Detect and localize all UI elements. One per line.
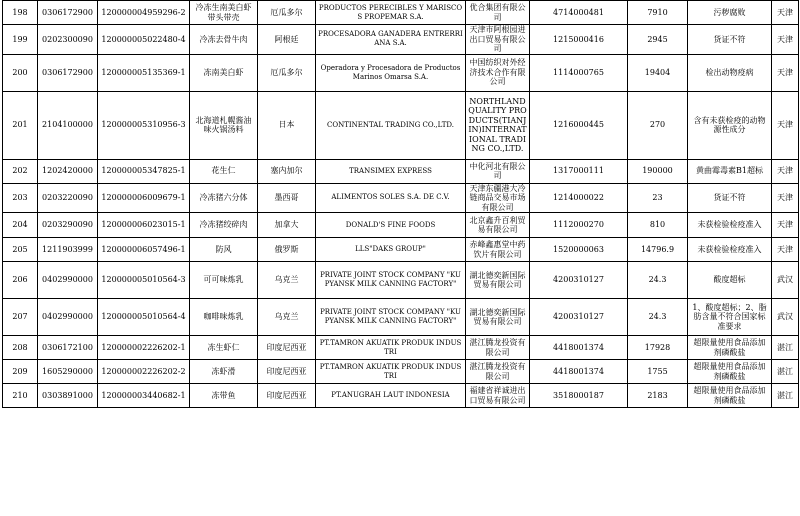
cell-origin: 乌克兰 — [258, 299, 316, 336]
cell-importer: 湖北德奕新国际贸易有限公司 — [466, 262, 530, 299]
cell-importer: 天津市阿根园进出口贸易有限公司 — [466, 25, 530, 55]
cell-weight: 810 — [628, 213, 688, 238]
cell-batch: 120000005135369-1 — [98, 54, 190, 91]
cell-port: 武汉 — [772, 299, 799, 336]
cell-weight: 23 — [628, 183, 688, 213]
cell-code: 4418001374 — [530, 360, 628, 384]
cell-hs: 1211903999 — [38, 238, 98, 262]
cell-reason: 黄曲霉毒素B1超标 — [688, 159, 772, 183]
cell-importer: 湛江腾龙投资有限公司 — [466, 336, 530, 360]
cell-reason: 货证不符 — [688, 25, 772, 55]
cell-producer: PRIVATE JOINT STOCK COMPANY "KUPYANSK MILK CANNING FACTORY" — [316, 262, 466, 299]
cell-port: 天津 — [772, 213, 799, 238]
cell-port: 天津 — [772, 25, 799, 55]
cell-port: 湛江 — [772, 336, 799, 360]
cell-producer: PT.ANUGRAH LAUT INDONESIA — [316, 384, 466, 408]
cell-importer: 湛江腾龙投资有限公司 — [466, 360, 530, 384]
cell-importer: 湖北德奕新国际贸易有限公司 — [466, 299, 530, 336]
cell-hs: 0203220090 — [38, 183, 98, 213]
cell-product: 防风 — [190, 238, 258, 262]
cell-origin: 阿根廷 — [258, 25, 316, 55]
cell-origin: 墨西哥 — [258, 183, 316, 213]
cell-batch: 120000002226202-1 — [98, 336, 190, 360]
table-row — [3, 262, 799, 299]
cell-code: 3518000187 — [530, 384, 628, 408]
cell-importer: 中国纺织对外经济技术合作有限公司 — [466, 54, 530, 91]
cell-batch: 120000003440682-1 — [98, 384, 190, 408]
cell-weight: 17928 — [628, 336, 688, 360]
cell-weight: 7910 — [628, 1, 688, 25]
table-row — [3, 91, 799, 159]
cell-product: 冷冻猪绞碎肉 — [190, 213, 258, 238]
cell-product: 花生仁 — [190, 159, 258, 183]
cell-hs: 1202420000 — [38, 159, 98, 183]
cell-code: 1520000063 — [530, 238, 628, 262]
cell-producer: TRANSIMEX EXPRESS — [316, 159, 466, 183]
table-row — [3, 54, 799, 91]
cell-no: 201 — [3, 91, 38, 159]
cell-code: 1216000445 — [530, 91, 628, 159]
cell-origin: 塞内加尔 — [258, 159, 316, 183]
cell-reason: 含有未获检疫的动物源性成分 — [688, 91, 772, 159]
table-row — [3, 384, 799, 408]
cell-batch: 120000005310956-3 — [98, 91, 190, 159]
cell-product: 冷冻生南美白虾带头带壳 — [190, 1, 258, 25]
cell-weight: 19404 — [628, 54, 688, 91]
cell-hs: 0306172100 — [38, 336, 98, 360]
cell-producer: CONTINENTAL TRADING CO.,LTD. — [316, 91, 466, 159]
cell-producer: ALIMENTOS SOLES S.A. DE C.V. — [316, 183, 466, 213]
cell-no: 208 — [3, 336, 38, 360]
cell-importer: 天津东疆港大冷链商品交易市场有限公司 — [466, 183, 530, 213]
cell-producer: Operadora y Procesadora de Productos Marinos Omarsa S.A. — [316, 54, 466, 91]
table-row — [3, 336, 799, 360]
table-row — [3, 25, 799, 55]
cell-producer: PRIVATE JOINT STOCK COMPANY "KUPYANSK MILK CANNING FACTORY" — [316, 299, 466, 336]
cell-weight: 2183 — [628, 384, 688, 408]
cell-weight: 270 — [628, 91, 688, 159]
cell-code: 4418001374 — [530, 336, 628, 360]
table-row — [3, 159, 799, 183]
cell-code: 4200310127 — [530, 262, 628, 299]
table-row — [3, 1, 799, 25]
cell-hs: 0303891000 — [38, 384, 98, 408]
cell-hs: 0203290090 — [38, 213, 98, 238]
cell-no: 203 — [3, 183, 38, 213]
cell-no: 205 — [3, 238, 38, 262]
cell-producer: PT.TAMRON AKUATIK PRODUK INDUSTRI — [316, 360, 466, 384]
cell-weight: 24.3 — [628, 299, 688, 336]
cell-importer: 优合集团有限公司 — [466, 1, 530, 25]
cell-hs: 0306172900 — [38, 1, 98, 25]
cell-batch: 120000006057496-1 — [98, 238, 190, 262]
cell-hs: 1605290000 — [38, 360, 98, 384]
cell-product: 冻南美白虾 — [190, 54, 258, 91]
cell-producer: PRODUCTOS PERECIBLES Y MARISCOS PROPEMAR S.A. — [316, 1, 466, 25]
cell-product: 冻生虾仁 — [190, 336, 258, 360]
cell-code: 4714000481 — [530, 1, 628, 25]
cell-importer: NORTHLAND QUALITY PRODUCTS(TIANJIN)INTERNATIONAL TRADING CO.,LTD. — [466, 91, 530, 159]
table-row — [3, 183, 799, 213]
cell-weight: 2945 — [628, 25, 688, 55]
cell-code: 4200310127 — [530, 299, 628, 336]
cell-batch: 120000004959296-2 — [98, 1, 190, 25]
cell-product: 咖啡味炼乳 — [190, 299, 258, 336]
cell-batch: 120000002226202-2 — [98, 360, 190, 384]
cell-code: 1214000022 — [530, 183, 628, 213]
cell-reason: 超限量使用食品添加剂磷酸盐 — [688, 384, 772, 408]
cell-reason: 超限量使用食品添加剂磷酸盐 — [688, 336, 772, 360]
cell-hs: 0306172900 — [38, 54, 98, 91]
cell-producer: DONALD'S FINE FOODS — [316, 213, 466, 238]
cell-origin: 俄罗斯 — [258, 238, 316, 262]
cell-importer: 中化河北有限公司 — [466, 159, 530, 183]
cell-batch: 120000005010564-3 — [98, 262, 190, 299]
cell-importer: 北京鑫升百利贸易有限公司 — [466, 213, 530, 238]
cell-hs: 0402990000 — [38, 299, 98, 336]
cell-origin: 印度尼西亚 — [258, 360, 316, 384]
cell-no: 209 — [3, 360, 38, 384]
cell-port: 武汉 — [772, 262, 799, 299]
table-row — [3, 299, 799, 336]
cell-no: 207 — [3, 299, 38, 336]
cell-no: 204 — [3, 213, 38, 238]
cell-reason: 未获检验检疫准入 — [688, 213, 772, 238]
cell-origin: 日本 — [258, 91, 316, 159]
cell-batch: 120000005347825-1 — [98, 159, 190, 183]
cell-producer: PROCESADORA GANADERA ENTRERRIANA S.A. — [316, 25, 466, 55]
cell-origin: 厄瓜多尔 — [258, 54, 316, 91]
cell-product: 冻带鱼 — [190, 384, 258, 408]
cell-origin: 乌克兰 — [258, 262, 316, 299]
cell-product: 北海道札幌酱油味火锅汤料 — [190, 91, 258, 159]
cell-code: 1112000270 — [530, 213, 628, 238]
cell-hs: 2104100000 — [38, 91, 98, 159]
cell-port: 天津 — [772, 183, 799, 213]
cell-reason: 酸度超标 — [688, 262, 772, 299]
cell-code: 1317000111 — [530, 159, 628, 183]
cell-batch: 120000005022480-4 — [98, 25, 190, 55]
cell-port: 天津 — [772, 54, 799, 91]
cell-importer: 福建省祥诚进出口贸易有限公司 — [466, 384, 530, 408]
cell-origin: 加拿大 — [258, 213, 316, 238]
cell-origin: 印度尼西亚 — [258, 384, 316, 408]
table-row — [3, 238, 799, 262]
cell-port: 天津 — [772, 238, 799, 262]
cell-port: 湛江 — [772, 384, 799, 408]
cell-no: 200 — [3, 54, 38, 91]
cell-port: 湛江 — [772, 360, 799, 384]
cell-no: 199 — [3, 25, 38, 55]
cell-no: 206 — [3, 262, 38, 299]
cell-port: 天津 — [772, 159, 799, 183]
cell-batch: 120000005010564-4 — [98, 299, 190, 336]
cell-port: 天津 — [772, 91, 799, 159]
cell-batch: 120000006009679-1 — [98, 183, 190, 213]
cell-product: 冷冻猪六分体 — [190, 183, 258, 213]
rejected-imports-table — [2, 0, 799, 408]
cell-weight: 1755 — [628, 360, 688, 384]
cell-no: 202 — [3, 159, 38, 183]
cell-hs: 0402990000 — [38, 262, 98, 299]
cell-product: 冷冻去骨牛肉 — [190, 25, 258, 55]
table-row — [3, 213, 799, 238]
cell-weight: 24.3 — [628, 262, 688, 299]
cell-origin: 厄瓜多尔 — [258, 1, 316, 25]
cell-producer: LLS"DAKS GROUP" — [316, 238, 466, 262]
cell-reason: 超限量使用食品添加剂磷酸盐 — [688, 360, 772, 384]
cell-batch: 120000006023015-1 — [98, 213, 190, 238]
cell-reason: 未获检验检疫准入 — [688, 238, 772, 262]
cell-hs: 0202300090 — [38, 25, 98, 55]
cell-reason: 货证不符 — [688, 183, 772, 213]
cell-importer: 赤峰鑫惠堂中药饮片有限公司 — [466, 238, 530, 262]
cell-product: 可可味炼乳 — [190, 262, 258, 299]
cell-reason: 检出动物疫病 — [688, 54, 772, 91]
cell-port: 天津 — [772, 1, 799, 25]
cell-code: 1114000765 — [530, 54, 628, 91]
table-row — [3, 360, 799, 384]
cell-producer: PT.TAMRON AKUATIK PRODUK INDUSTRI — [316, 336, 466, 360]
cell-no: 198 — [3, 1, 38, 25]
cell-reason: 1、酸度超标；2、脂肪含量不符合国家标准要求 — [688, 299, 772, 336]
cell-weight: 14796.9 — [628, 238, 688, 262]
cell-reason: 污秽腐败 — [688, 1, 772, 25]
cell-code: 1215000416 — [530, 25, 628, 55]
cell-weight: 190000 — [628, 159, 688, 183]
cell-no: 210 — [3, 384, 38, 408]
cell-product: 冻虾滑 — [190, 360, 258, 384]
cell-origin: 印度尼西亚 — [258, 336, 316, 360]
